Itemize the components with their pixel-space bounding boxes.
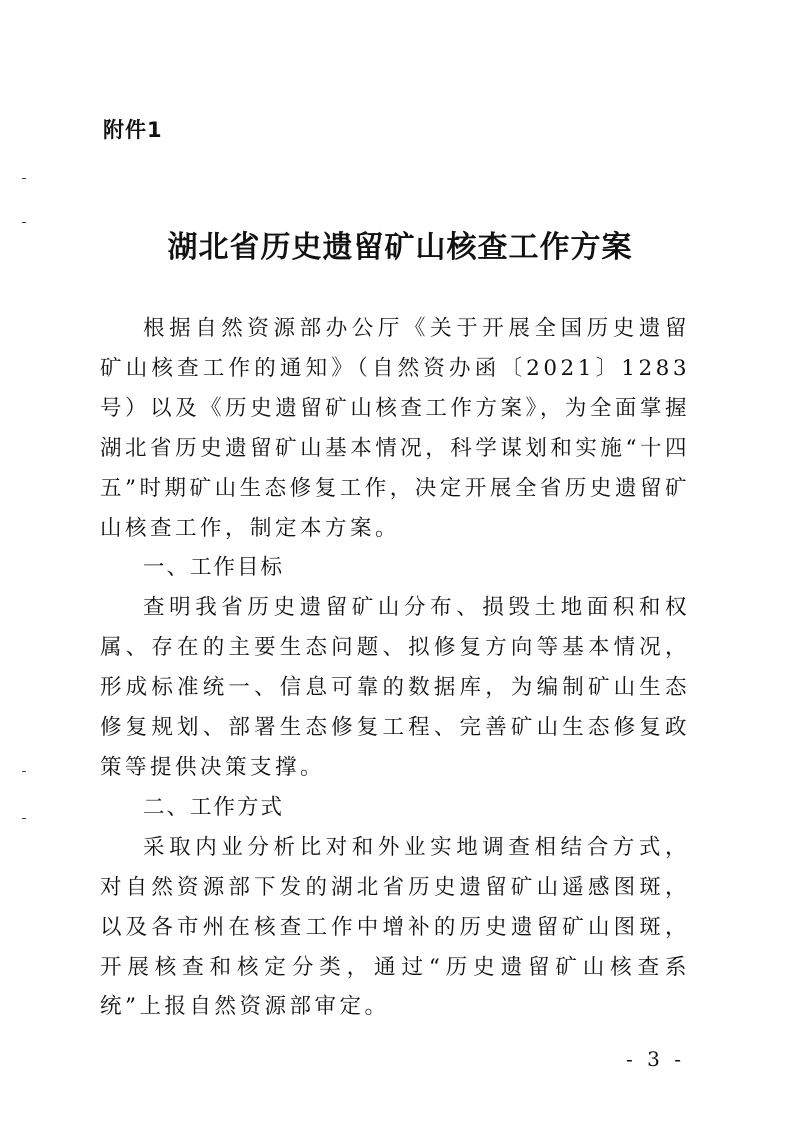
document-body (100, 309, 690, 1027)
binding-mark (22, 771, 26, 772)
objectives-paragraph: 查明我省历史遗留矿山分布、损毁土地面积和权属、存在的主要生态问题、拟修复方向等基本情况，形成标准统一、信息可靠的数据库，为编制矿山生态修复规划、部署生态修复工程、完善矿山生态修复政策等提供决策支撑。 (100, 595, 690, 780)
method-paragraph: 采取内业分析比对和外业实地调查相结合方式，对自然资源部下发的湖北省历史遗留矿山遥感图斑，以及各市州在核查工作中增补的历史遗留矿山图斑，开展核查和核定分类，通过“历史遗留矿山核查系统”上报自然资源部审定。 (100, 834, 690, 1020)
intro-paragraph: 根据自然资源部办公厅《关于开展全国历史遗留矿山核查工作的通知》（自然资办函〔2021〕1283号）以及《历史遗留矿山核查工作方案》，为全面掌握湖北省历史遗留矿山基本情况，科学谋划和实施“十四五”时期矿山生态修复工作，决定开展全省历史遗留矿山核查工作，制定本方案。 (100, 316, 690, 541)
section-heading-objectives: 一、工作目标 (143, 555, 285, 581)
document-title: 湖北省历史遗留矿山核查工作方案 (167, 230, 633, 265)
attachment-label: 附件1 (103, 118, 163, 142)
page-number: - 3 - (626, 1047, 685, 1071)
section-heading-method: 二、工作方式 (143, 794, 285, 820)
binding-mark (22, 818, 26, 819)
binding-mark (22, 178, 26, 179)
